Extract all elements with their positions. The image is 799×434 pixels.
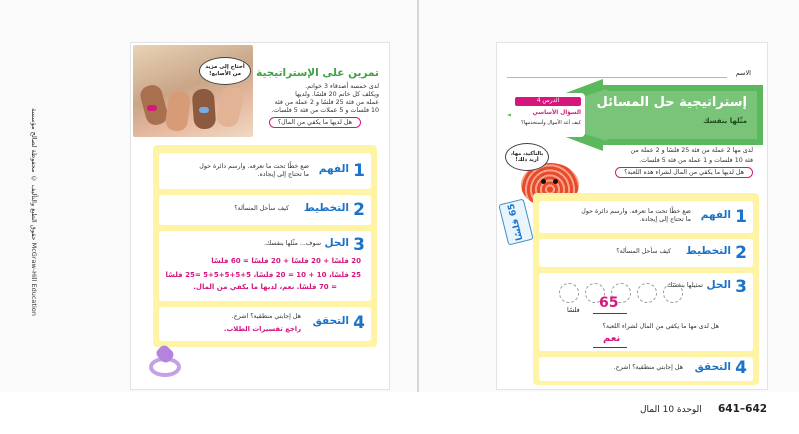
right-problem-question: هل لديها ما يكفي من المال لشراء هذه اللعبة؟ [615, 167, 753, 178]
left-solve-line-3: = 70 فلسًا. نعم، لديها ما يكفي من المال. [193, 283, 337, 291]
footer-pages: 641–642 [718, 403, 768, 415]
right-step-2-text: كيف سأحل المسألة؟ [616, 248, 671, 255]
coin-circle [559, 283, 579, 303]
copyright-vertical: حقوق الطبع والتأليف © محفوظة لصالح مؤسسة McGraw-Hill Education [30, 108, 38, 316]
right-problem-line-2: فئة 10 فلسات و 1 عملة من فئة 5 فلسات. [639, 157, 753, 164]
answer-line [593, 313, 627, 314]
left-step-2-title: التخطيط [303, 202, 349, 214]
footer-unit: الوحدة 10 المال [640, 405, 702, 415]
left-step-4-text: هل إجابتي منطقية؟ اشرح. [231, 313, 301, 320]
right-step-4-number: 4 [735, 358, 747, 378]
right-step-1-text: ضع خطًا تحت ما تعرفه. وارسم دائرة حول ما تحتاج إلى إيجاده. [581, 208, 691, 223]
right-step-4-text: هل إجابتي منطقية؟ اشرح. [613, 364, 683, 371]
right-step-1-title: الفهم [700, 209, 731, 221]
left-step-3-title: الحل [324, 237, 349, 249]
left-bubble-text: أحتاج إلى مزيد من الأصابع! [205, 64, 245, 77]
solve-question: هل لدى مها ما يكفي من المال لشراء اللعبة؟ [602, 323, 719, 330]
left-problem-line-4: 10 فلسات و 5 عملات من فئة 5 فلسات. [271, 107, 379, 114]
yes-line [593, 347, 627, 348]
right-page-title: إستراتيجية حل المسائل [596, 95, 747, 110]
right-step-4-title: التحقق [694, 361, 731, 373]
left-step-1-text: ضع خطًا تحت ما تعرفه. وارسم دائرة حول ما تحتاج إلى إيجاده. [199, 163, 309, 178]
left-step-plan [159, 195, 371, 225]
left-problem-line-3: عملة من فئة 25 فلسًا و 2 عملة من فئة [274, 99, 379, 106]
left-problem-question: هل لديها ما يكفي من المال؟ [269, 117, 361, 128]
book-spine [417, 0, 419, 392]
essential-question: كيف أعد الأموال وأستخدمها؟ [521, 120, 581, 126]
left-step-3-text: سوف... مثّلها بنفسك. [263, 240, 321, 247]
left-page-title: تمرين على الإستراتيجية [256, 67, 379, 79]
right-step-2-title: التخطيط [685, 245, 731, 257]
left-speech-bubble [199, 57, 251, 85]
left-step-1-number: 1 [353, 161, 365, 181]
left-step-understand [159, 153, 371, 189]
right-bubble-text: بالتأكيد، مها، أريد ذلك! [510, 150, 544, 163]
right-step-3-number: 3 [735, 277, 747, 297]
answer-value: 65 [599, 295, 619, 311]
left-page [130, 42, 390, 390]
left-step-4-number: 4 [353, 313, 365, 333]
right-page [496, 42, 768, 390]
left-step-check [159, 307, 371, 341]
left-step-1-title: الفهم [318, 163, 349, 175]
right-page-subtitle: مثّلها بنفسك [703, 117, 747, 125]
right-problem-line-1: لدى مها 2 عملة من فئة 25 فلسًا و 2 عملة من [630, 147, 753, 154]
right-step-solve [539, 273, 753, 351]
lesson-label: الدرس 4 [515, 97, 581, 106]
right-step-1-number: 1 [735, 207, 747, 227]
ring-illustration [145, 345, 185, 381]
right-step-plan [539, 239, 753, 267]
right-step-3-text: تمثيلها بنفسك [667, 282, 703, 289]
left-solve-line-2: 25 فلسًا، 10 + 10 = 20 فلسًا، 5+5+5+5+5 =25 فلسًا [165, 271, 361, 279]
left-step-4-title: التحقق [312, 315, 349, 327]
lesson-info-box [511, 93, 585, 137]
name-line [507, 77, 727, 78]
left-step-2-number: 2 [353, 200, 365, 220]
right-step-understand [539, 201, 753, 233]
coin-circle [663, 283, 683, 303]
right-step-2-number: 2 [735, 243, 747, 263]
left-step-3-number: 3 [353, 235, 365, 255]
left-step-2-text: كيف سأحل المسألة؟ [234, 205, 289, 212]
answer-unit: فلسًا [567, 307, 580, 314]
right-name-label: الاسم [735, 69, 751, 77]
left-solve-line-1: 20 فلسًا + 20 فلسًا + 20 فلسًا = 60 فلسًا [211, 257, 361, 265]
left-check-answer: راجع تفسيرات الطلاب. [223, 325, 301, 333]
left-problem-line-1: لدى خمسة أصدقاء 3 خواتم. [305, 83, 379, 90]
left-problem-line-2: ويكلف كل خاتم 20 فلسًا. ولديها [295, 91, 379, 98]
essential-question-label: السؤال الأساسي [532, 110, 581, 116]
answer-yes: نعم [603, 333, 621, 344]
price-tag-text: 65 فلسًا [506, 202, 526, 242]
right-step-3-title: الحل [706, 279, 731, 291]
right-step-check [539, 357, 753, 381]
left-step-solve [159, 231, 371, 301]
right-speech-bubble [505, 143, 549, 171]
coin-circle [637, 283, 657, 303]
